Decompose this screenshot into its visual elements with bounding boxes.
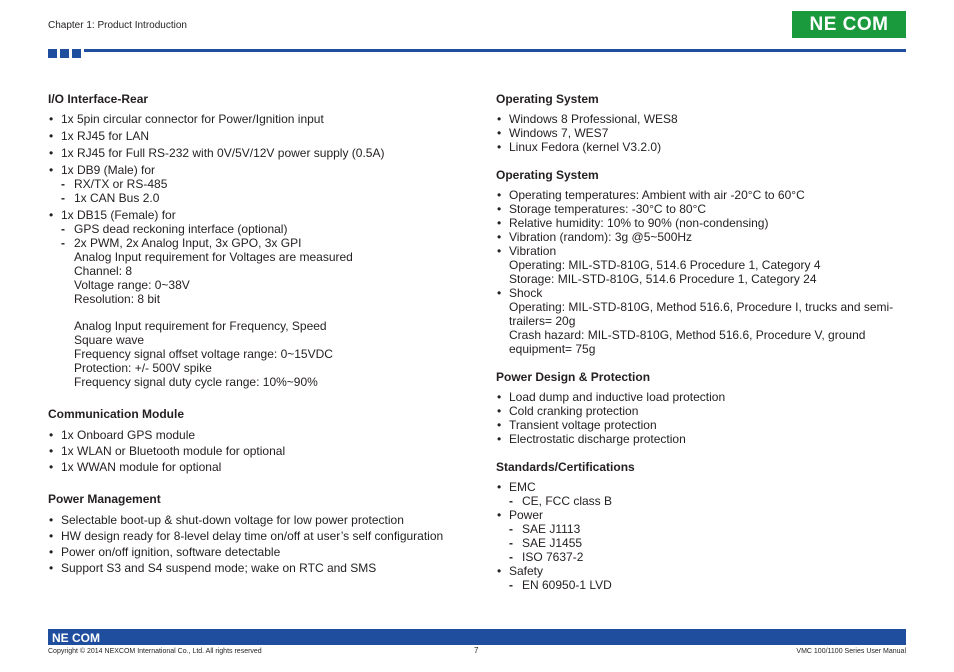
communication-list bbox=[48, 428, 468, 474]
shock-note: Operating: MIL-STD-810G, Method 516.6, Procedure I, trucks and semi-trailers= 20g bbox=[509, 300, 894, 328]
analog-note: Channel: 8 bbox=[74, 264, 133, 278]
list-item: • Load dump and inductive load protection bbox=[496, 390, 916, 404]
section-title-communication: Communication Module bbox=[48, 407, 184, 421]
manual-title: VMC 100/1100 Series User Manual bbox=[796, 648, 906, 655]
list-item bbox=[496, 244, 916, 286]
frequency-note: Protection: +/- 500V spike bbox=[74, 361, 212, 375]
nexcom-logo bbox=[792, 11, 906, 38]
sub-list bbox=[509, 522, 916, 564]
list-item: • Linux Fedora (kernel V3.2.0) bbox=[496, 140, 916, 154]
sub-list bbox=[61, 222, 468, 389]
analog-note: Analog Input requirement for Voltages are measured bbox=[74, 250, 353, 264]
sub-list-item-label: 2x PWM, 2x Analog Input, 3x GPO, 3x GPI bbox=[74, 236, 302, 250]
sub-list-item: - CE, FCC class B bbox=[509, 494, 916, 508]
list-item: • 1x WWAN module for optional bbox=[48, 460, 468, 474]
header-square-3 bbox=[72, 49, 81, 58]
right-column bbox=[496, 92, 916, 592]
list-item: • 1x 5pin circular connector for Power/Ignition input bbox=[48, 112, 468, 126]
vibration-note: Operating: MIL-STD-810G, 514.6 Procedure 1, Category 4 bbox=[509, 258, 821, 272]
header-square-2 bbox=[60, 49, 69, 58]
list-item: • Operating temperatures: Ambient with air -20°C to 60°C bbox=[496, 188, 916, 202]
list-item: • Electrostatic discharge protection bbox=[496, 432, 916, 446]
list-item-label: Safety bbox=[509, 564, 544, 578]
sub-list-item: - EN 60950-1 LVD bbox=[509, 578, 916, 592]
list-item: • Power on/off ignition, software detectable bbox=[48, 545, 468, 559]
list-item: • Windows 8 Professional, WES8 bbox=[496, 112, 916, 126]
list-item-label: Power bbox=[509, 508, 544, 522]
list-item-label: 1x DB9 (Male) for bbox=[61, 163, 156, 177]
power-design-list bbox=[496, 390, 916, 446]
sub-list-item: - ISO 7637-2 bbox=[509, 550, 916, 564]
sub-list-item: - SAE J1455 bbox=[509, 536, 916, 550]
section-title-power-design: Power Design & Protection bbox=[496, 370, 651, 384]
list-item: • 1x WLAN or Bluetooth module for optional bbox=[48, 444, 468, 458]
sub-list-item: - RX/TX or RS-485 bbox=[61, 177, 468, 191]
list-item: • Relative humidity: 10% to 90% (non-condensing) bbox=[496, 216, 916, 230]
frequency-note: Analog Input requirement for Frequency, Speed bbox=[74, 319, 327, 333]
copyright-text: Copyright © 2014 NEXCOM International Co., Ltd. All rights reserved bbox=[48, 648, 262, 655]
list-item bbox=[496, 480, 916, 508]
environment-list bbox=[496, 188, 916, 356]
list-item: • Storage temperatures: -30°C to 80°C bbox=[496, 202, 916, 216]
list-item: • Windows 7, WES7 bbox=[496, 126, 916, 140]
sub-list-item: - 1x CAN Bus 2.0 bbox=[61, 191, 468, 205]
list-item-label: • Vibration bbox=[509, 244, 557, 258]
list-item-label: EMC bbox=[509, 480, 536, 494]
io-rear-list bbox=[48, 112, 468, 389]
section-title-io-rear: I/O Interface-Rear bbox=[48, 92, 149, 106]
sub-list-item bbox=[61, 236, 468, 389]
section-title-power-management: Power Management bbox=[48, 492, 161, 506]
list-item: • 1x RJ45 for Full RS-232 with 0V/5V/12V power supply (0.5A) bbox=[48, 146, 468, 160]
footer-logo: NE COM bbox=[52, 631, 100, 645]
sub-list bbox=[509, 494, 916, 508]
spacer bbox=[74, 306, 468, 319]
os-list bbox=[496, 112, 916, 154]
left-column bbox=[48, 92, 468, 575]
frequency-note: Square wave bbox=[74, 333, 145, 347]
list-item: • HW design ready for 8-level delay time on/off at user’s self configuration bbox=[48, 529, 468, 543]
list-item bbox=[496, 508, 916, 564]
header-rule bbox=[84, 49, 906, 52]
list-item: • Transient voltage protection bbox=[496, 418, 916, 432]
list-item: • 1x RJ45 for LAN bbox=[48, 129, 468, 143]
list-item: • Vibration (random): 3g @5~500Hz bbox=[496, 230, 916, 244]
sub-list-item: - SAE J1113 bbox=[509, 522, 916, 536]
logo-text: NE COM bbox=[809, 13, 889, 35]
section-title-environment: Operating System bbox=[496, 168, 599, 182]
shock-note: Crash hazard: MIL-STD-810G, Method 516.6, Procedure V, ground equipment= 75g bbox=[509, 328, 866, 356]
page-number: 7 bbox=[474, 646, 479, 655]
sub-list bbox=[61, 177, 468, 205]
frequency-note: Frequency signal offset voltage range: 0~15VDC bbox=[74, 347, 333, 361]
section-title-standards: Standards/Certifications bbox=[496, 460, 635, 474]
chapter-title: Chapter 1: Product Introduction bbox=[48, 20, 187, 31]
list-item: • Support S3 and S4 suspend mode; wake on RTC and SMS bbox=[48, 561, 468, 575]
vibration-note: Storage: MIL-STD-810G, 514.6 Procedure 1, Category 24 bbox=[509, 272, 817, 286]
list-item bbox=[48, 163, 468, 205]
list-item: • 1x Onboard GPS module bbox=[48, 428, 468, 442]
standards-list bbox=[496, 480, 916, 592]
list-item-label: 1x DB15 (Female) for bbox=[61, 208, 176, 222]
list-item: • Selectable boot-up & shut-down voltage for low power protection bbox=[48, 513, 468, 527]
section-title-os: Operating System bbox=[496, 92, 599, 106]
list-item-label: • Shock bbox=[509, 286, 543, 300]
frequency-note: Frequency signal duty cycle range: 10%~90% bbox=[74, 375, 318, 389]
analog-note: Resolution: 8 bit bbox=[74, 292, 161, 306]
footer-bar bbox=[48, 629, 906, 645]
list-item bbox=[48, 208, 468, 389]
sub-list bbox=[509, 578, 916, 592]
list-item bbox=[496, 564, 916, 592]
analog-note: Voltage range: 0~38V bbox=[74, 278, 190, 292]
header-square-1 bbox=[48, 49, 57, 58]
list-item: • Cold cranking protection bbox=[496, 404, 916, 418]
list-item bbox=[496, 286, 916, 356]
sub-list-item: - GPS dead reckoning interface (optional) bbox=[61, 222, 468, 236]
power-management-list bbox=[48, 513, 468, 575]
